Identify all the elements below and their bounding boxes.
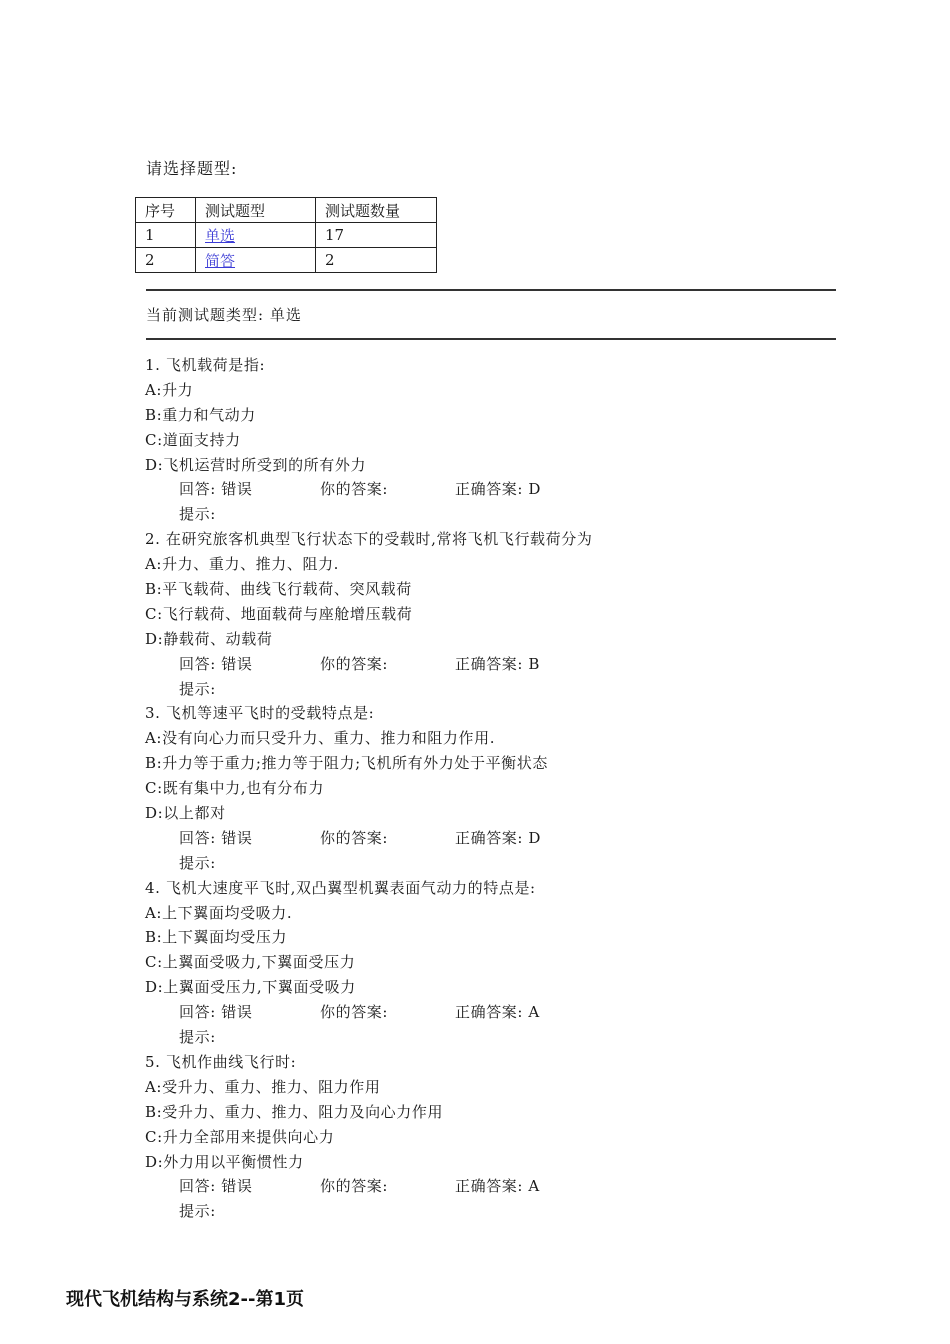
option-a: A:受升力、重力、推力、阻力作用 — [145, 1077, 381, 1096]
question-item — [145, 701, 845, 875]
option-a: A:升力 — [145, 380, 194, 399]
select-type-prompt: 请选择题型: — [146, 159, 238, 178]
option-b: B:受升力、重力、推力、阻力及向心力作用 — [145, 1102, 444, 1121]
answer-row — [145, 1000, 845, 1025]
option-d: D:飞机运营时所受到的所有外力 — [145, 455, 367, 474]
your-answer: 你的答案: — [320, 654, 389, 673]
short-answer-link[interactable]: 简答 — [205, 251, 236, 270]
option-c: C:既有集中力,也有分布力 — [145, 779, 325, 798]
row-no: 2 — [136, 248, 196, 273]
answer-row — [145, 477, 845, 502]
answer-result: 回答: 错误 — [179, 1003, 253, 1022]
question-title: 3. 飞机等速平飞时的受载特点是: — [145, 704, 375, 723]
header-no: 序号 — [136, 198, 196, 223]
question-list — [145, 353, 845, 1224]
row-count: 2 — [316, 248, 437, 273]
divider-top — [146, 289, 836, 291]
option-b: B:上下翼面均受压力 — [145, 928, 288, 947]
question-title: 2. 在研究旅客机典型飞行状态下的受载时,常将飞机飞行载荷分为 — [145, 530, 593, 549]
hint-row: 提示: — [179, 1028, 216, 1047]
hint-row: 提示: — [179, 505, 216, 524]
current-type-label: 当前测试题类型: 单选 — [146, 306, 302, 324]
page-footer: 现代飞机结构与系统2--第1页 — [66, 1289, 304, 1310]
divider-bottom — [146, 338, 836, 340]
question-item — [145, 353, 845, 527]
option-d: D:外力用以平衡惯性力 — [145, 1152, 304, 1171]
table-header-row — [136, 198, 437, 223]
option-b: B:重力和气动力 — [145, 405, 256, 424]
option-c: C:升力全部用来提供向心力 — [145, 1127, 335, 1146]
answer-result: 回答: 错误 — [179, 1177, 253, 1196]
row-no: 1 — [136, 223, 196, 248]
question-type-table — [135, 197, 437, 273]
question-item — [145, 527, 845, 701]
option-d: D:静载荷、动载荷 — [145, 629, 273, 648]
row-type-cell — [196, 223, 316, 248]
your-answer: 你的答案: — [320, 828, 389, 847]
answer-result: 回答: 错误 — [179, 480, 253, 499]
your-answer: 你的答案: — [320, 1003, 389, 1022]
hint-row: 提示: — [179, 1202, 216, 1221]
option-a: A:上下翼面均受吸力. — [145, 903, 293, 922]
option-d: D:上翼面受压力,下翼面受吸力 — [145, 978, 356, 997]
question-title: 4. 飞机大速度平飞时,双凸翼型机翼表面气动力的特点是: — [145, 878, 536, 897]
option-b: B:升力等于重力;推力等于阻力;飞机所有外力处于平衡状态 — [145, 754, 548, 773]
question-item — [145, 1050, 845, 1224]
option-a: A:没有向心力而只受升力、重力、推力和阻力作用. — [145, 729, 496, 748]
your-answer: 你的答案: — [320, 480, 389, 499]
question-item — [145, 876, 845, 1050]
table-row — [136, 248, 437, 273]
option-c: C:飞行载荷、地面载荷与座舱增压载荷 — [145, 604, 413, 623]
single-choice-link[interactable]: 单选 — [205, 226, 236, 245]
your-answer: 你的答案: — [320, 1177, 389, 1196]
answer-result: 回答: 错误 — [179, 828, 253, 847]
answer-row — [145, 652, 845, 677]
correct-answer: 正确答案: D — [455, 828, 542, 847]
header-type: 测试题型 — [196, 198, 316, 223]
row-type-cell — [196, 248, 316, 273]
option-b: B:平飞载荷、曲线飞行载荷、突风载荷 — [145, 580, 412, 599]
option-c: C:道面支持力 — [145, 430, 241, 449]
correct-answer: 正确答案: A — [455, 1003, 540, 1022]
header-count: 测试题数量 — [316, 198, 437, 223]
hint-row: 提示: — [179, 679, 216, 698]
answer-result: 回答: 错误 — [179, 654, 253, 673]
option-a: A:升力、重力、推力、阻力. — [145, 555, 340, 574]
option-c: C:上翼面受吸力,下翼面受压力 — [145, 953, 356, 972]
correct-answer: 正确答案: A — [455, 1177, 540, 1196]
answer-row — [145, 826, 845, 851]
correct-answer: 正确答案: B — [455, 654, 541, 673]
option-d: D:以上都对 — [145, 804, 226, 823]
row-count: 17 — [316, 223, 437, 248]
table-row — [136, 223, 437, 248]
hint-row: 提示: — [179, 853, 216, 872]
question-title: 1. 飞机载荷是指: — [145, 356, 266, 374]
answer-row — [145, 1174, 845, 1199]
question-title: 5. 飞机作曲线飞行时: — [145, 1052, 297, 1071]
correct-answer: 正确答案: D — [455, 480, 542, 499]
